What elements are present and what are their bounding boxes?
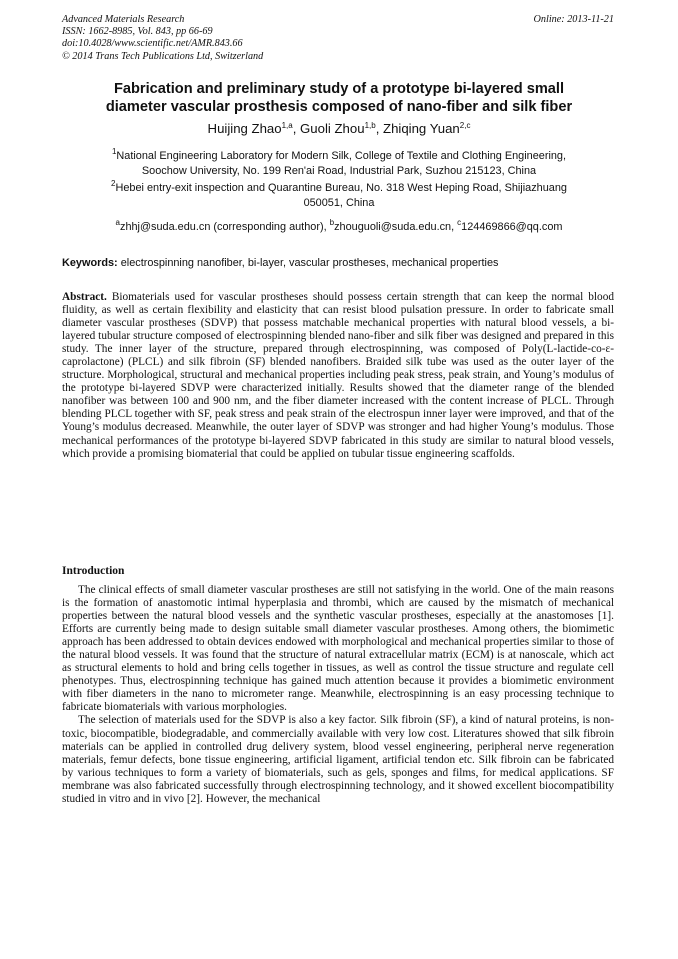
keywords [62,256,616,270]
affiliation-2: $^2$Hebei entry-exit inspection and Quarantine Bureau, No. 318 West Heping Road, Shijiazhuang 050051, China [111,179,567,209]
copyright-line: © 2014 Trans Tech Publications Ltd, Switzerland [62,50,264,62]
title-line-1: Fabrication and preliminary study of a prototype bi-layered small [113,81,565,97]
issn-line: ISSN: 1662-8985, Vol. 843, pp 66-69 [62,26,213,38]
paper-title [62,80,616,116]
author: Huijing Zhao$^{1,a}$, [207,121,301,136]
title-line-2: diameter vascular prosthesis composed of nano-fiber and silk fiber [105,99,573,115]
author: Zhiqing Yuan$^{2,c}$ [383,121,471,136]
email-link[interactable]: zhhj@suda.edu.cn (corresponding author), [120,221,330,233]
email-link[interactable]: zhouguoli@suda.edu.cn, [334,221,458,233]
author-list [62,120,616,138]
paragraph: The selection of materials used for the SDVP is also a key factor. Silk fibroin (SF), a kind of natural proteins, is non-toxic, biocompatible, biodegradable, and commercially available with very low cost. Literatures showed that silk fibroin materials can be applied in controlled drug delivery system, blood vessel engineering, peripheral nerve regeneration materials, femur defects, bone tissue engineering, artificial ligament, artificial tendon etc. Silk fibroin can be fabricated by various techniques to form a variety of biomaterials, such as gels, sponges and films, for medical applications. SF membrane was also fabricated successfully through electrospinning technology, and it showed excellent biocompatibility studied in vitro and in vivo [2]. However, the mechanical [62,714,614,805]
introduction-body [62,584,614,806]
abstract [62,291,614,461]
keywords-text: electrospinning nanofiber, bi-layer, vascular prostheses, mechanical properties [117,257,499,269]
email-link[interactable]: 124469866@qq.com [461,221,563,233]
doi-line: doi:10.4028/www.scientific.net/AMR.843.66 [62,38,243,50]
affiliation-1: $^1$National Engineering Laboratory for Modern Silk, College of Textile and Clothing Engineering, Soochow University, No. 199 Ren'ai Road, Industrial Park, Suzhou 215123, China [111,147,567,177]
abstract-text: Biomaterials used for vascular prostheses should possess certain strength that can keep the normal blood fluidity, as well as certain flexibility and elasticity that can resist blood pulsation pressure. In order to fabricate small diameter vascular prostheses (SDVP) that possess matchable mechanical properties with natural blood vessels, a bi-layered tubular structure composed of electrospinning blended nano-fiber and silk fiber was designed and prepared in this study. The inner layer of the structure, prepared through electrospinning, was composed of Poly(L-lactide-co-ε-caprolactone) (PLCL) and silk fibroin (SF) blended nanofibers. Braided silk tube was used as the outer layer of the structure. Morphological, structural and mechanical properties including peak stress, peak strain, and Young’s modulus of the prototype bi-layered SDVP were characterized initially. Results showed that the diameter range of the blended nanofiber was between 100 and 900 nm, and the fiber diameter increased with the content increase of PLCL. Through blending PLCL together with SF, peak stress and peak strain of the electrospun inner layer were improved, and that of the Young’s modulus decreased. Meanwhile, the outer layer of SDVP was stronger and had higher Young’s modulus. Those mechanical performances of the prototype bi-layered SDVP fabricated in this study are similar to natural blood vessels, which provide a promising biomaterial that could be applied on tubular tissue engineering scaffolds. [62,291,614,460]
journal-name: Advanced Materials Research [62,14,185,25]
section-heading-introduction: Introduction [62,565,125,577]
abstract-label: Abstract. [62,291,107,303]
author: Guoli Zhou$^{1,b}$, [300,121,384,136]
author-emails: $^a$zhhj@suda.edu.cn (corresponding author), $^b$zhouguoli@suda.edu.cn, $^c$124469866@qq.com [115,218,563,233]
keywords-label: Keywords: [62,257,118,269]
online-date: Online: 2013-11-21 [533,14,614,25]
publication-info [62,14,263,63]
paragraph: The clinical effects of small diameter vascular prostheses are still not satisfying in the world. One of the main reasons is the formation of anastomotic intimal hyperplasia and thrombi, which are caused by the mismatch of mechanical properties between the natural blood vessels and the synthetic vascular prostheses, especially at the anastomoses [1]. Efforts are currently being made to design suitable small diameter vascular prostheses. Among others, the biomimetic approach has been addressed to obtain devices endowed with morphological and mechanical properties similar to those of the natural blood vessels. It was found that the structure of natural extracellular matrix (ECM) is at nanoscale, which act as structural elements to hold and bring cells together in tissues, as well as control the tissue structure and regulate cell phenotypes. Thus, electrospinning technique has gained much attention because it provides a biomimetic environment with fiber diameters in the nano to micrometer range. Meanwhile, electrospinning is an easy processing technique to fabricate biomaterials with various morphologies. [62,584,614,714]
